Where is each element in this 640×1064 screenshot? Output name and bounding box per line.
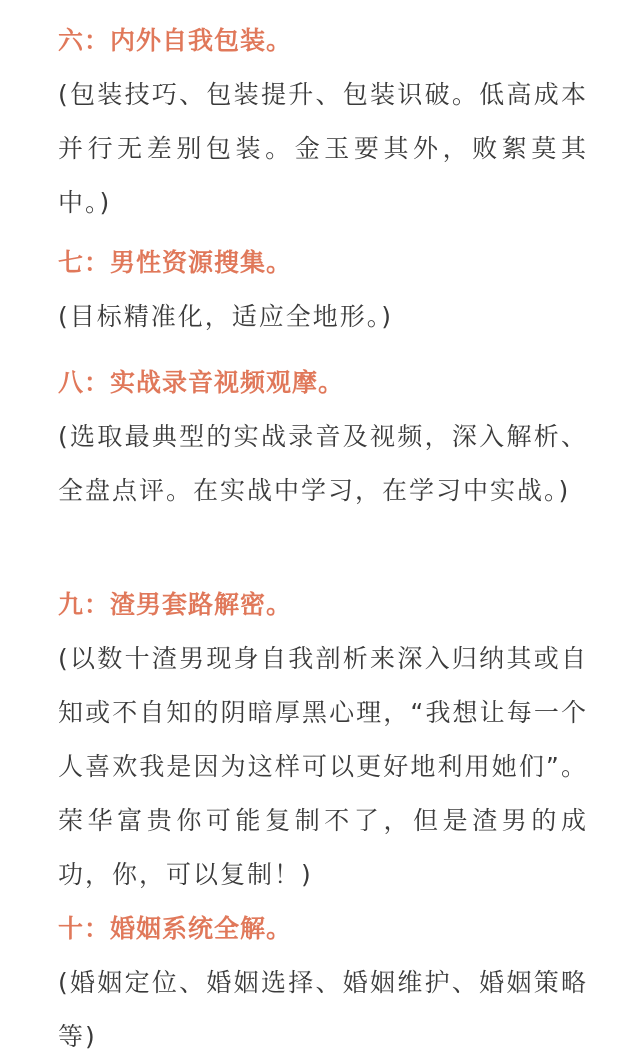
section-body: (包装技巧、包装提升、包装识破。低高成本并行无差别包装。金玉要其外，败絮莫其中。) xyxy=(58,80,588,217)
section-heading: 九：渣男套路解密。 xyxy=(58,590,293,619)
section-6 xyxy=(58,24,588,230)
section-8 xyxy=(58,366,588,518)
section-body: (婚姻定位、婚姻选择、婚姻维护、婚姻策略等) xyxy=(58,968,588,1051)
section-7 xyxy=(58,246,588,344)
section-heading: 八：实战录音视频观摩。 xyxy=(58,368,345,397)
section-body: (目标精准化，适应全地形。) xyxy=(58,302,394,331)
section-10 xyxy=(58,912,588,1064)
section-body: (以数十渣男现身自我剖析来深入归纳其或自知或不自知的阴暗厚黑心理，“我想让每一个人喜欢我是因为这样可以更好地利用她们”。荣华富贵你可能复制不了，但是渣男的成功，你，可以复制！) xyxy=(58,644,588,889)
section-heading: 六：内外自我包装。 xyxy=(58,26,293,55)
section-heading: 七：男性资源搜集。 xyxy=(58,248,293,277)
section-9 xyxy=(58,588,588,902)
section-body: (选取最典型的实战录音及视频，深入解析、全盘点评。在实战中学习，在学习中实战。) xyxy=(58,422,588,505)
section-heading: 十：婚姻系统全解。 xyxy=(58,914,293,943)
